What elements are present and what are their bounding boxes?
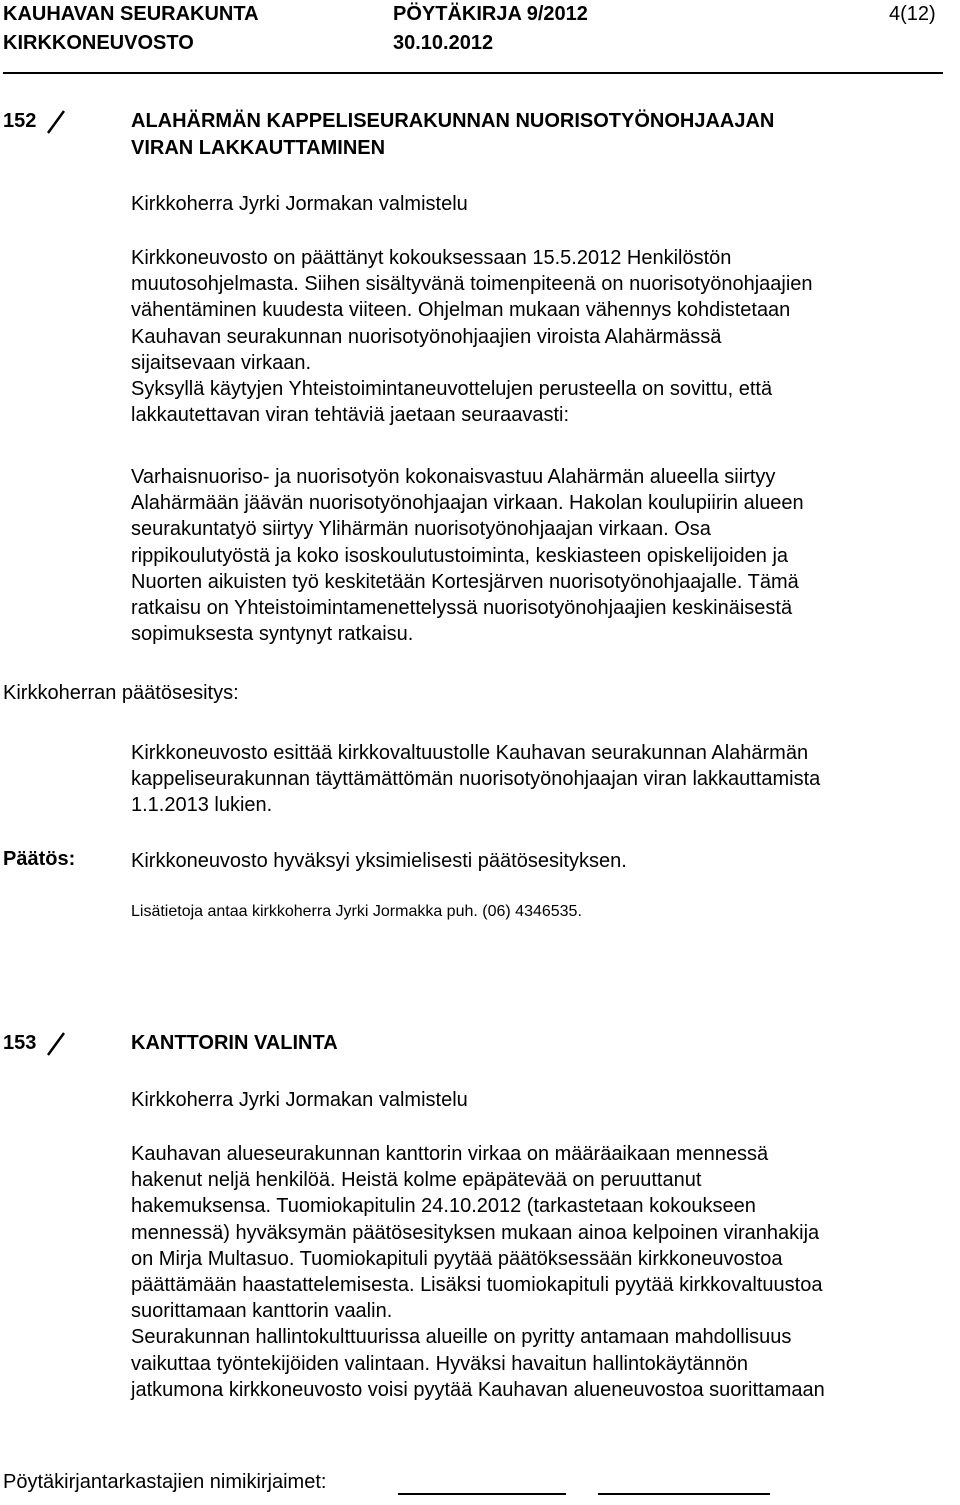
preparer: Kirkkoherra Jyrki Jormakan valmistelu xyxy=(131,1089,468,1111)
section-title-line-1: ALAHÄRMÄN KAPPELISEURAKUNNAN NUORISOTYÖNOHJAAJAN xyxy=(131,110,775,132)
proposal-label: Kirkkoherran päätösesitys: xyxy=(3,682,239,704)
paragraph: Kirkkoneuvosto on päättänyt kokouksessaan 15.5.2012 Henkilöstön muutosohjelmasta. Siihen sisältyvänä toimenpiteenä on nuorisotyönohjaajien vähentäminen kuudesta viiteen. Ohjelman mukaan vähennys kohdistetaan Kauhavan seurakunnan nuorisotyönohjaajien viroista Alahärmässä sijaitsevaan virkaan. Syksyllä käytyjen Yhteistoimintaneuvottelujen perusteella on sovittu, että lakkautettavan viran tehtäviä jaetaan seuraavasti: xyxy=(131,247,813,427)
header-page: 4(12) xyxy=(889,3,936,25)
section-number: 153 xyxy=(3,1032,37,1054)
section-title-line-2: VIRAN LAKKAUTTAMINEN xyxy=(131,137,386,159)
paragraph: Kauhavan alueseurakunnan kanttorin virkaa on määräaikaan mennessä hakenut neljä henkilöä. Heistä kolme epäpätevää on peruuttanut hakemuksensa. Tuomiokapitulin 24.10.2012 (tarkastetaan kokoukseen mennessä) hyväksymän päätösesityksen mukaan ainoa kelpoinen viranhakija on Mirja Multasuo. Tuomiokapituli pyytää päätöksessään kirkkoneuvostoa päättämään haastattelemisesta. Lisäksi tuomiokapituli pyytää kirkkovaltuustoa suorittamaan kanttorin vaalin. Seurakunnan hallintokulttuurissa alueille on pyritty antamaan mahdollisuus vaikuttaa työntekijöiden valintaan. Hyväksi havaitun hallintokäytännön jatkumona kirkkoneuvosto voisi pyytää Kauhavan alueneuvostoa suorittamaan xyxy=(131,1143,825,1401)
decision-label: Päätös: xyxy=(3,848,76,870)
section-sign-icon xyxy=(45,1031,67,1057)
section-sign-icon xyxy=(45,109,67,135)
header-rule xyxy=(3,72,943,74)
paragraph: Varhaisnuoriso- ja nuorisotyön kokonaisvastuu Alahärmän alueella siirtyy Alahärmään jäävän nuorisotyönohjaajan virkaan. Hakolan koulupiirin alueen seurakuntatyö siirtyy Ylihärmän nuorisotyönohjaajan virkaan. Osa rippikoulutyöstä ja koko isoskoulutustoiminta, keskiasteen opiskelijoiden ja Nuorten aikuisten työ keskitetään Kortesjärven nuorisotyönohjaajalle. Tämä ratkaisu on Yhteistoimintamenettelyssä nuorisotyönohjaajien keskinäisestä sopimuksesta syntynyt ratkaisu. xyxy=(131,466,804,646)
footer-label: Pöytäkirjantarkastajien nimikirjaimet: xyxy=(3,1471,327,1493)
header-org: KAUHAVAN SEURAKUNTA xyxy=(3,3,259,25)
proposal-text: Kirkkoneuvosto esittää kirkkovaltuustolle Kauhavan seurakunnan Alahärmän kappeliseurakunnan täyttämättömän nuorisotyönohjaajan viran lakkauttamista 1.1.2013 lukien. xyxy=(131,742,821,817)
preparer: Kirkkoherra Jyrki Jormakan valmistelu xyxy=(131,193,468,215)
section-number: 152 xyxy=(3,110,37,132)
decision-text: Kirkkoneuvosto hyväksyi yksimielisesti päätösesityksen. xyxy=(131,850,627,872)
section-title: KANTTORIN VALINTA xyxy=(131,1032,338,1054)
header-body-name: KIRKKONEUVOSTO xyxy=(3,32,194,54)
header-date: 30.10.2012 xyxy=(393,32,494,54)
initials-line-2 xyxy=(598,1493,770,1495)
initials-line-1 xyxy=(398,1493,566,1495)
info-note: Lisätietoja antaa kirkkoherra Jyrki Jormakka puh. (06) 4346535. xyxy=(131,903,582,920)
header-doc: PÖYTÄKIRJA 9/2012 xyxy=(393,3,588,25)
